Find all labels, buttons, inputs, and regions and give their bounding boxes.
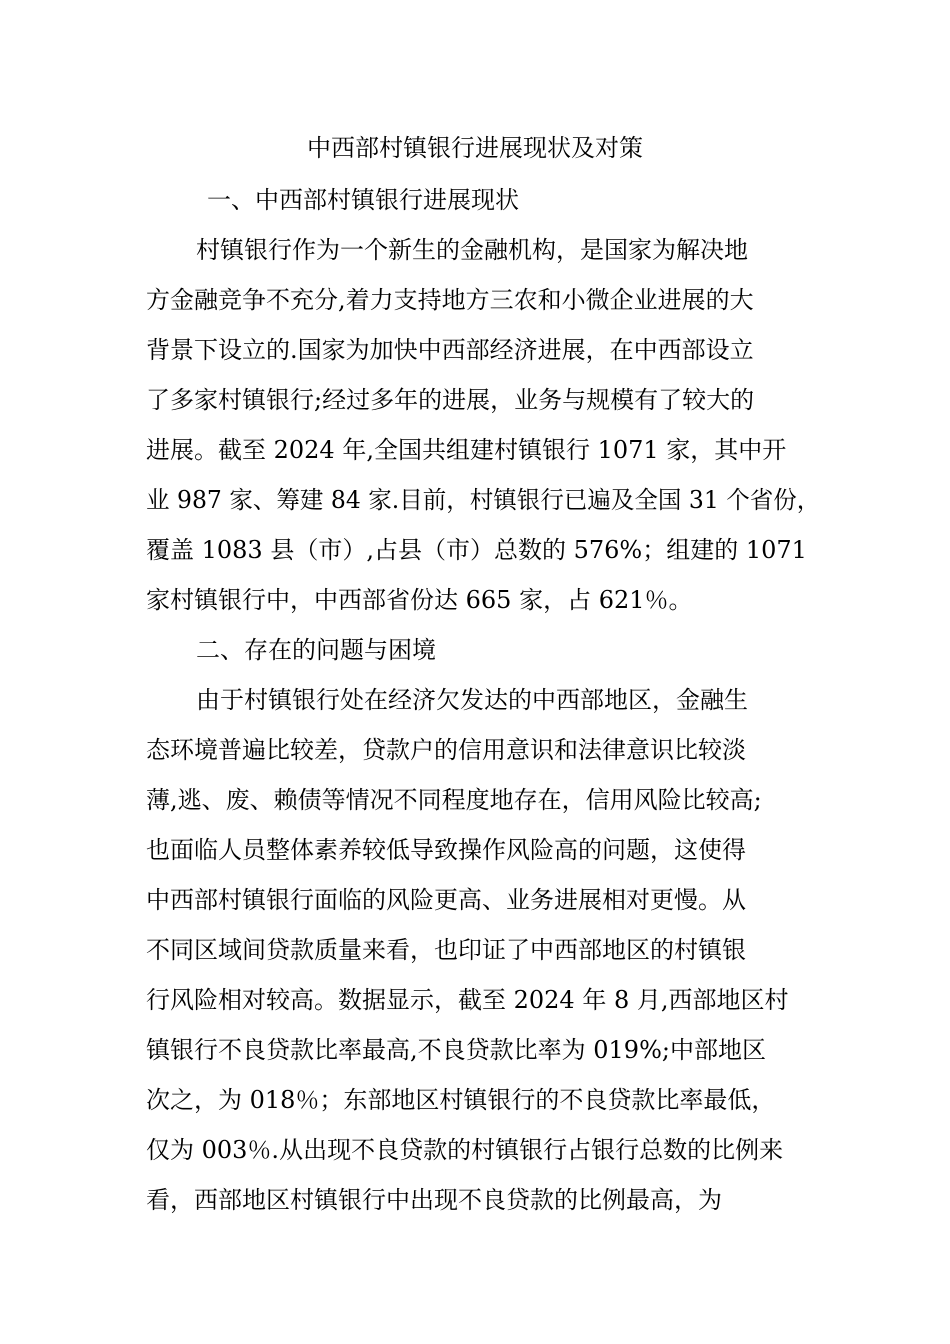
paragraph-line: 薄,逃、废、赖债等情况不同程度地存在，信用风险比较高; <box>146 786 762 814</box>
paragraph-line: 进展。截至 2024 年,全国共组建村镇银行 1071 家，其中开 <box>146 436 787 464</box>
paragraph-line: 中西部村镇银行面临的风险更高、业务进展相对更慢。从 <box>146 886 746 914</box>
paragraph-line: 镇银行不良贷款比率最高,不良贷款比率为 019%;中部地区 <box>146 1036 766 1064</box>
paragraph-line: 行风险相对较高。数据显示，截至 2024 年 8 月,西部地区村 <box>146 986 789 1014</box>
paragraph-line: 方金融竞争不充分,着力支持地方三农和小微企业进展的大 <box>146 286 754 314</box>
paragraph-line: 背景下设立的.国家为加快中西部经济进展，在中西部设立 <box>146 336 754 364</box>
paragraph-line: 了多家村镇银行;经过多年的进展，业务与规模有了较大的 <box>146 386 755 414</box>
section-heading-1: 一、中西部村镇银行进展现状 <box>207 186 519 214</box>
paragraph-line: 仅为 003％.从出现不良贷款的村镇银行占银行总数的比例来 <box>146 1136 784 1164</box>
document-title: 中西部村镇银行进展现状及对策 <box>307 134 643 162</box>
paragraph-line: 也面临人员整体素养较低导致操作风险高的问题，这使得 <box>146 836 746 864</box>
paragraph-line: 态环境普遍比较差，贷款户的信用意识和法律意识比较淡 <box>146 736 746 764</box>
paragraph-line: 业 987 家、筹建 84 家.目前，村镇银行已遍及全国 31 个省份， <box>146 486 821 514</box>
paragraph-line: 家村镇银行中，中西部省份达 665 家，占 621％。 <box>146 586 693 614</box>
paragraph-line: 不同区域间贷款质量来看，也印证了中西部地区的村镇银 <box>146 936 746 964</box>
paragraph-line: 覆盖 1083 县（市）,占县（市）总数的 576%；组建的 1071 <box>146 536 807 564</box>
paragraph-line: 由于村镇银行处在经济欠发达的中西部地区，金融生 <box>196 686 748 714</box>
paragraph-line: 看，西部地区村镇银行中出现不良贷款的比例最高，为 <box>146 1186 722 1214</box>
paragraph-line: 村镇银行作为一个新生的金融机构，是国家为解决地 <box>196 236 748 264</box>
section-heading-2: 二、存在的问题与困境 <box>196 636 436 664</box>
paragraph-line: 次之，为 018％；东部地区村镇银行的不良贷款比率最低， <box>146 1086 776 1114</box>
